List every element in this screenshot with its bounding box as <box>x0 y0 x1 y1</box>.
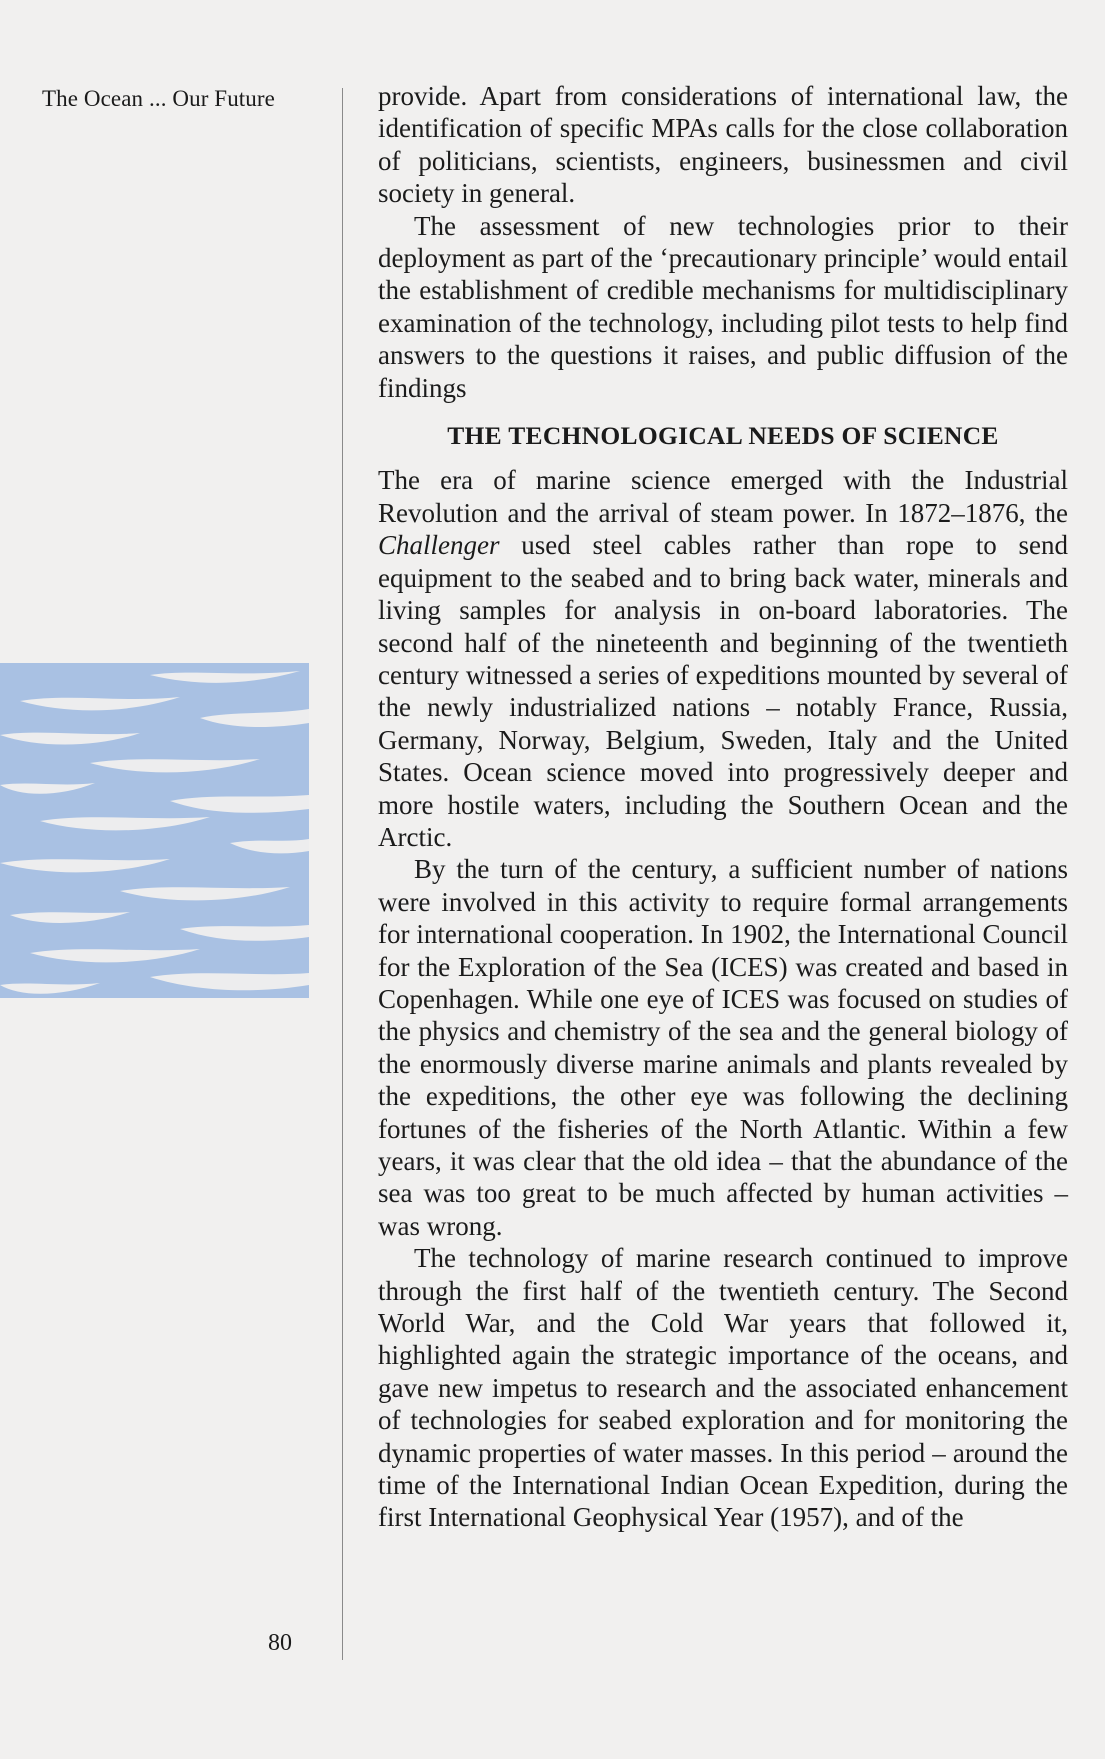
paragraph-3-end: used steel cables rather than rope to send equipment to the seabed and to bring back water, minerals and living samples for analysis in on-board laboratories. The second half of the nineteenth and beginning of the twentieth century witnessed a series of expeditions mounted by several of the newly industrialized nations – notably France, Russia, Germany, Norway, Belgium, Sweden, Italy and the United States. Ocean science moved into progressively deeper and more hostile waters, including the Southern Ocean and the Arctic. <box>378 530 1068 852</box>
main-text-column <box>378 80 1068 1534</box>
paragraph-3-start: The era of marine science emerged with the Industrial Revolution and the arrival of steam power. In 1872–1876, the <box>378 465 1068 528</box>
ocean-surface-image <box>0 663 309 998</box>
section-heading: THE TECHNOLOGICAL NEEDS OF SCIENCE <box>447 421 999 451</box>
paragraph-1: provide. Apart from considerations of international law, the identification of specific MPAs calls for the close collaboration of politicians, scientists, engineers, businessmen and civil society in general. <box>378 81 1068 209</box>
wave-pattern-icon <box>0 663 309 998</box>
paragraph-2: The assessment of new technologies prior to their deployment as part of the ‘precautionary principle’ would entail the establishment of credible mechanisms for multidisciplinary examination of the technology, including pilot tests to help find answers to the questions it raises, and public diffusion of the findings <box>378 210 1068 403</box>
paragraph-5: The technology of marine research continued to improve through the first half of the twentieth century. The Second World War, and the Cold War years that followed it, highlighted again the strategic importance of the oceans, and gave new impetus to research and the associated enhancement of technologies for seabed exploration and for monitoring the dynamic properties of water masses. In this period – around the time of the International Indian Ocean Expedition, during the first International Geophysical Year (1957), and of the <box>378 1243 1068 1533</box>
column-divider <box>342 88 343 1660</box>
paragraph-4: By the turn of the century, a sufficient number of nations were involved in this activity to require formal arrangements for international cooperation. In 1902, the International Council for the Exploration of the Sea (ICES) was created and based in Copenhagen. While one eye of ICES was focused on studies of the physics and chemistry of the sea and the general biology of the enormously diverse marine animals and plants revealed by the expeditions, the other eye was following the declining fortunes of the fisheries of the North Atlantic. Within a few years, it was clear that the old idea – that the abundance of the sea was too great to be much affected by human activities – was wrong. <box>378 854 1068 1241</box>
page-number: 80 <box>268 1630 292 1656</box>
paragraph-3 <box>378 464 1068 853</box>
running-head: The Ocean ... Our Future <box>42 86 275 111</box>
ship-name: Challenger <box>378 530 500 561</box>
